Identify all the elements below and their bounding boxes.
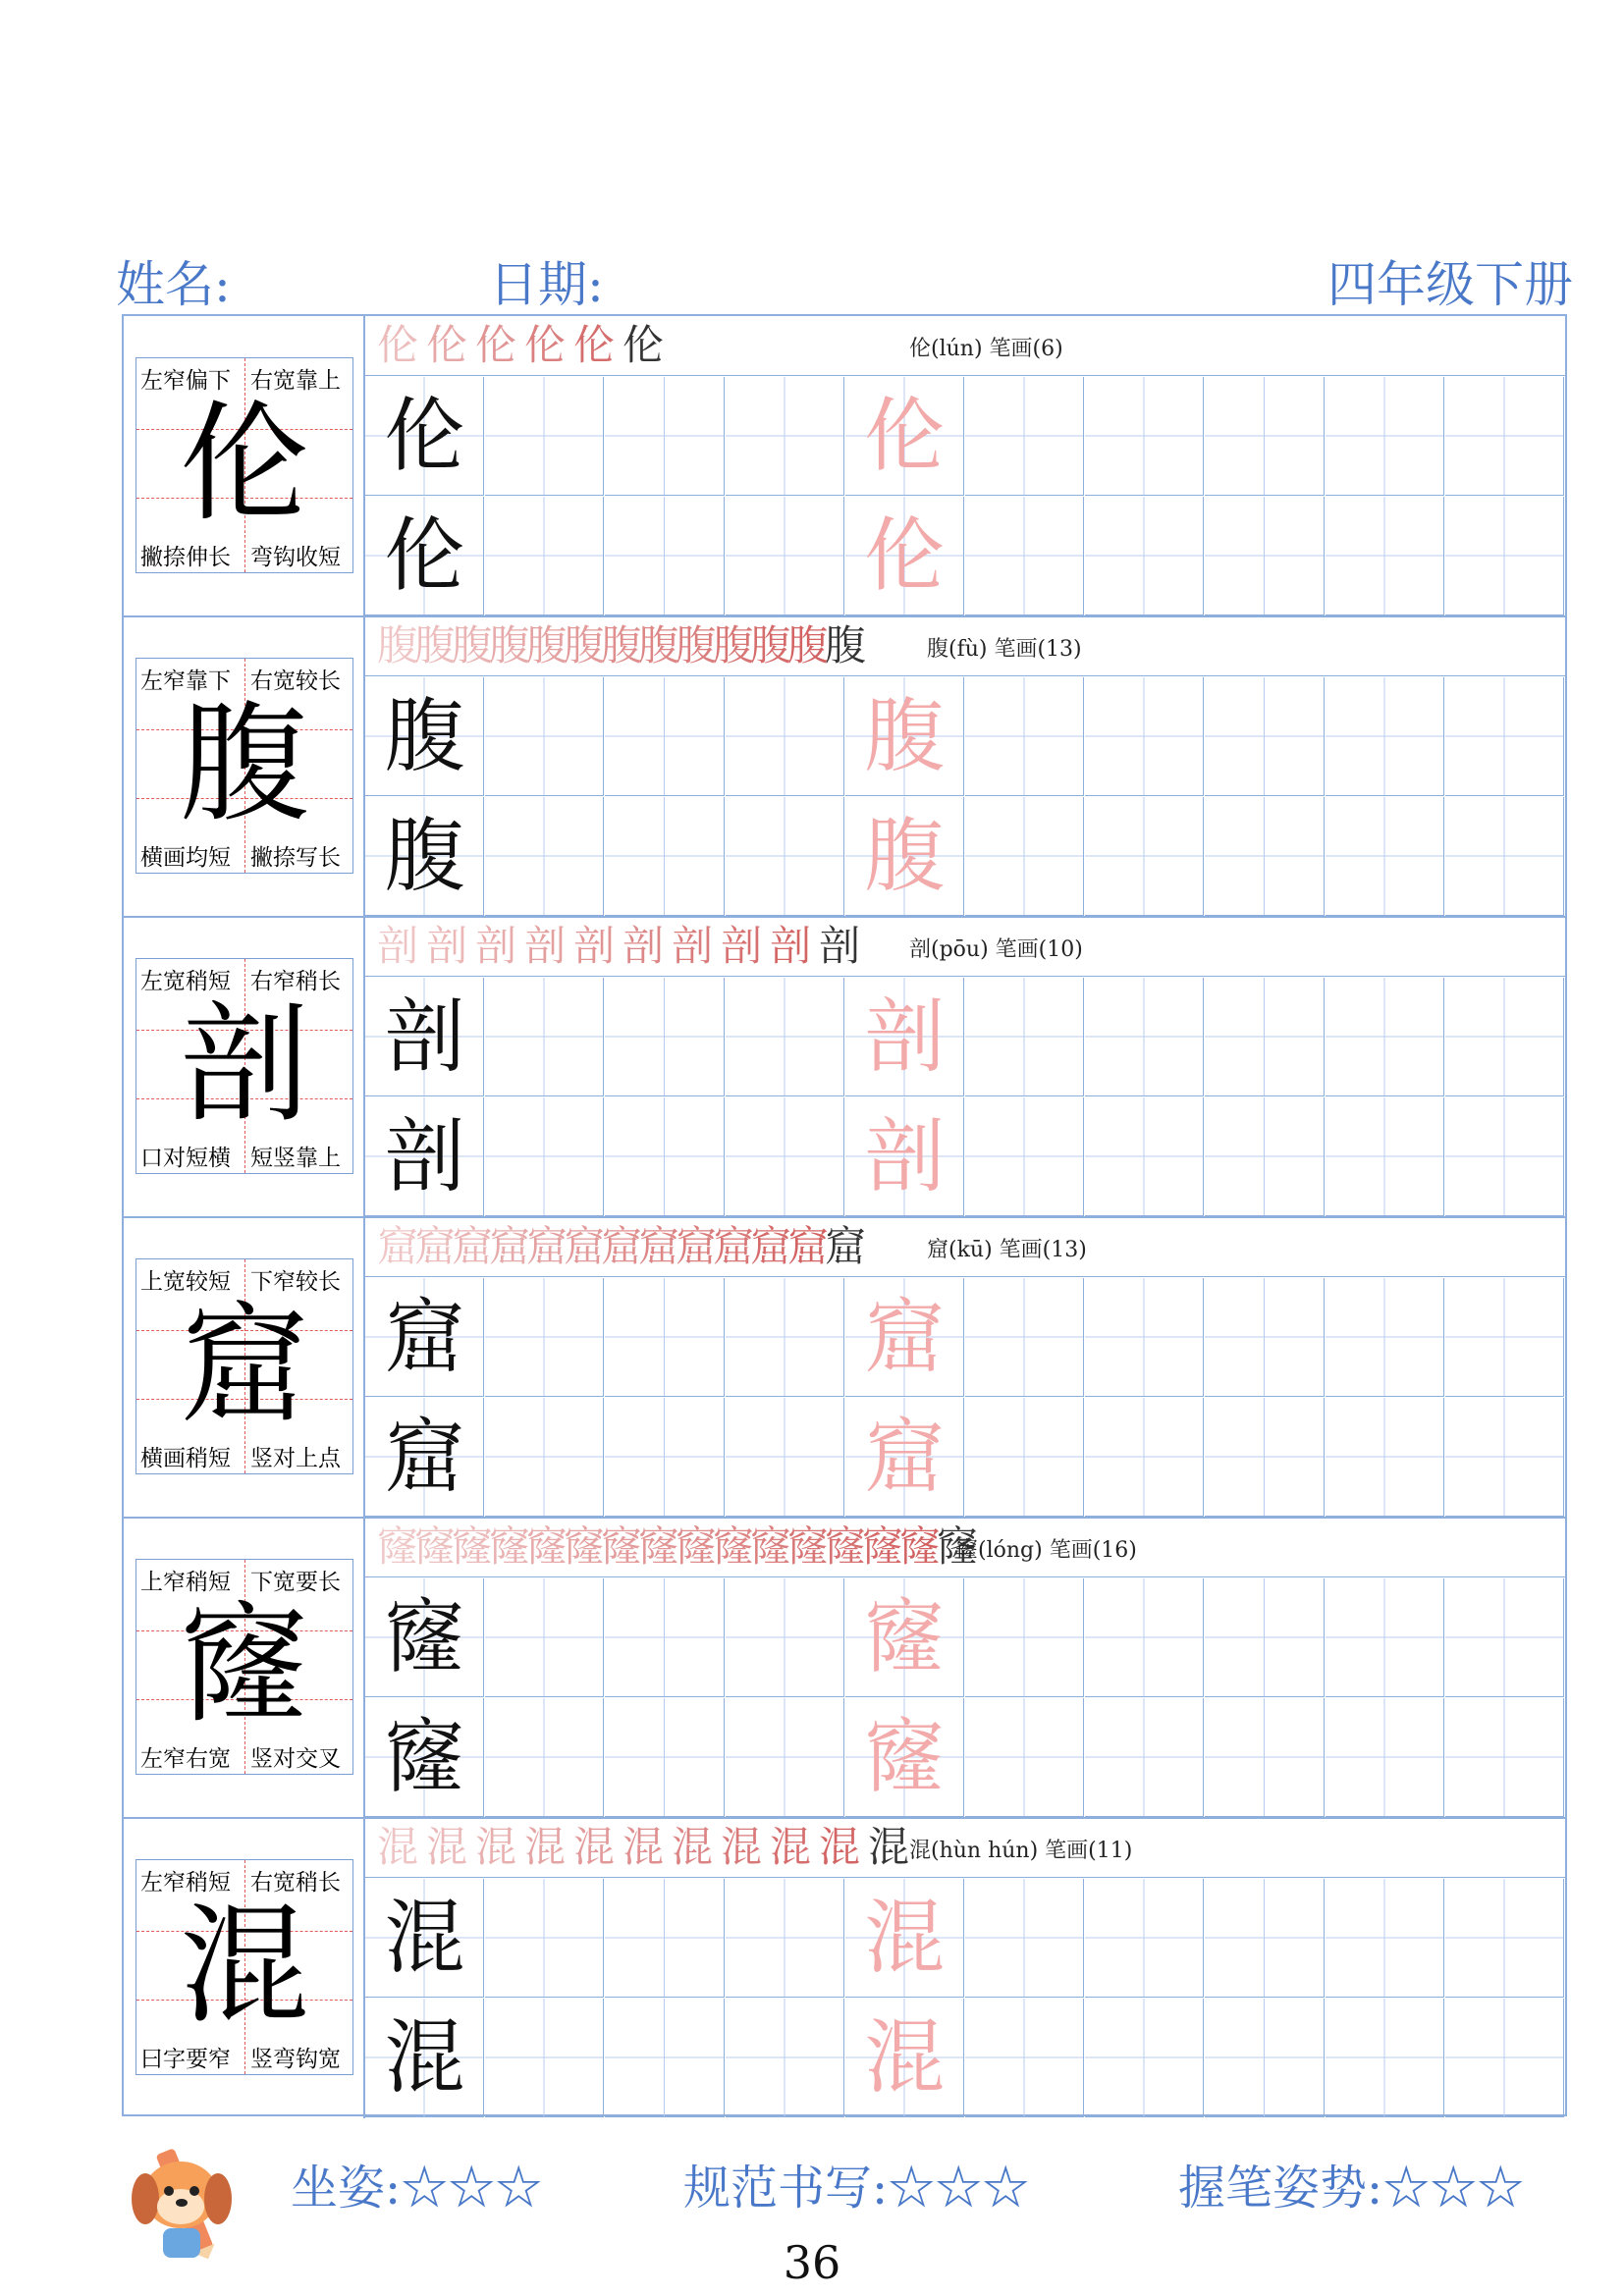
stroke-step: 剖 bbox=[819, 922, 861, 970]
example-character: 腹 bbox=[384, 810, 465, 903]
practice-cell[interactable] bbox=[485, 1278, 604, 1397]
char-info: 窿(lóng) 笔画(16) bbox=[956, 1538, 1137, 1563]
practice-cell[interactable] bbox=[605, 1097, 724, 1216]
practice-cell[interactable] bbox=[965, 1097, 1084, 1216]
char-info: 混(hùn hún) 笔画(11) bbox=[909, 1839, 1133, 1863]
stroke-step: 混 bbox=[623, 1823, 665, 1871]
practice-cell[interactable] bbox=[1445, 797, 1564, 916]
practice-cell[interactable] bbox=[1326, 1999, 1444, 2117]
practice-cell[interactable] bbox=[845, 1698, 964, 1817]
practice-cell[interactable] bbox=[726, 1999, 844, 2117]
practice-cell[interactable] bbox=[965, 978, 1084, 1096]
practice-cell[interactable] bbox=[365, 1398, 484, 1517]
char-info: 伦(lún) 笔画(6) bbox=[909, 337, 1063, 361]
practice-cell[interactable] bbox=[1445, 1398, 1564, 1517]
structure-tip: 撇捺伸长 bbox=[140, 545, 231, 570]
practice-cell[interactable] bbox=[485, 497, 604, 615]
stroke-step: 窿 bbox=[787, 1522, 830, 1571]
stroke-step: 剖 bbox=[721, 922, 763, 970]
stroke-step: 剖 bbox=[672, 922, 714, 970]
practice-cell[interactable] bbox=[965, 1398, 1084, 1517]
stroke-step: 窿 bbox=[601, 1522, 643, 1571]
model-character: 混 bbox=[180, 1891, 309, 2042]
practice-cell[interactable] bbox=[605, 1999, 724, 2117]
practice-cell[interactable] bbox=[1326, 1578, 1444, 1697]
practice-cell[interactable] bbox=[726, 1578, 844, 1697]
char-block bbox=[124, 1818, 1565, 2118]
practice-cell[interactable] bbox=[1445, 497, 1564, 615]
practice-cell[interactable] bbox=[845, 497, 964, 615]
footer-sit bbox=[291, 2150, 542, 2217]
stroke-step: 窿 bbox=[489, 1522, 531, 1571]
practice-grid bbox=[365, 1879, 1565, 2118]
stroke-step: 伦 bbox=[623, 321, 665, 369]
practice-cell[interactable] bbox=[485, 1879, 604, 1998]
model-character: 窟 bbox=[180, 1290, 309, 1441]
stroke-step: 腹 bbox=[452, 621, 494, 669]
trace-character: 腹 bbox=[864, 810, 946, 903]
practice-cell[interactable] bbox=[845, 1999, 964, 2117]
char-block bbox=[124, 316, 1565, 616]
practice-cell[interactable] bbox=[485, 1999, 604, 2117]
structure-tip: 下窄较长 bbox=[250, 1269, 341, 1295]
example-character: 窟 bbox=[384, 1411, 465, 1504]
stroke-step: 窿 bbox=[676, 1522, 718, 1571]
header-name-label: 姓名: bbox=[116, 256, 231, 313]
practice-cell[interactable] bbox=[1445, 978, 1564, 1096]
stroke-step: 混 bbox=[426, 1823, 468, 1871]
example-character: 窿 bbox=[384, 1711, 465, 1804]
practice-cell[interactable] bbox=[365, 1879, 484, 1998]
practice-cell[interactable] bbox=[605, 377, 724, 496]
model-card bbox=[135, 958, 353, 1174]
stroke-step: 剖 bbox=[475, 922, 517, 970]
practice-cell[interactable] bbox=[605, 1578, 724, 1697]
char-info: 腹(fù) 笔画(13) bbox=[927, 637, 1082, 662]
stroke-step: 窟 bbox=[489, 1222, 531, 1270]
stroke-step: 混 bbox=[672, 1823, 714, 1871]
stroke-step: 伦 bbox=[426, 321, 468, 369]
practice-cell[interactable] bbox=[1445, 1999, 1564, 2117]
stroke-step: 窟 bbox=[564, 1222, 606, 1270]
practice-cell[interactable] bbox=[1205, 1578, 1324, 1697]
example-character: 伦 bbox=[384, 509, 465, 603]
practice-cell[interactable] bbox=[1326, 497, 1444, 615]
practice-cell[interactable] bbox=[605, 677, 724, 796]
trace-character: 窟 bbox=[864, 1291, 946, 1384]
practice-cell[interactable] bbox=[726, 1879, 844, 1998]
stroke-step: 腹 bbox=[564, 621, 606, 669]
practice-cell[interactable] bbox=[1326, 1097, 1444, 1216]
practice-cell[interactable] bbox=[1085, 1278, 1204, 1397]
structure-tip: 左窄偏下 bbox=[140, 368, 231, 394]
stroke-step: 伦 bbox=[524, 321, 567, 369]
header-date-label: 日期: bbox=[489, 256, 604, 313]
char-block bbox=[124, 1217, 1565, 1518]
structure-tip: 下宽要长 bbox=[250, 1570, 341, 1595]
practice-cell[interactable] bbox=[726, 797, 844, 916]
practice-cell[interactable] bbox=[1085, 797, 1204, 916]
stroke-step: 窿 bbox=[452, 1522, 494, 1571]
practice-cell[interactable] bbox=[1445, 377, 1564, 496]
header-grade: 四年级下册 bbox=[1327, 256, 1573, 313]
stroke-step: 混 bbox=[819, 1823, 861, 1871]
practice-cell[interactable] bbox=[1326, 1278, 1444, 1397]
practice-cell[interactable] bbox=[1205, 497, 1324, 615]
stroke-step: 窟 bbox=[414, 1222, 457, 1270]
practice-cell[interactable] bbox=[1085, 1578, 1204, 1697]
practice-cell[interactable] bbox=[1085, 677, 1204, 796]
stroke-step: 腹 bbox=[713, 621, 755, 669]
trace-character: 伦 bbox=[864, 390, 946, 483]
stroke-step: 窟 bbox=[452, 1222, 494, 1270]
stroke-order-row bbox=[365, 917, 1565, 977]
stroke-step: 窟 bbox=[526, 1222, 568, 1270]
practice-cell[interactable] bbox=[845, 1578, 964, 1697]
practice-cell[interactable] bbox=[365, 1578, 484, 1697]
write-label: 规范书写: bbox=[683, 2161, 889, 2216]
practice-cell[interactable] bbox=[726, 1698, 844, 1817]
practice-cell[interactable] bbox=[965, 1698, 1084, 1817]
stroke-step: 混 bbox=[573, 1823, 616, 1871]
char-info: 剖(pōu) 笔画(10) bbox=[909, 937, 1083, 962]
trace-character: 窟 bbox=[864, 1411, 946, 1504]
practice-cell[interactable] bbox=[1326, 1879, 1444, 1998]
trace-character: 混 bbox=[864, 1892, 946, 1985]
structure-tip: 右宽较长 bbox=[250, 668, 341, 694]
practice-cell[interactable] bbox=[1445, 677, 1564, 796]
example-character: 混 bbox=[384, 1892, 465, 1985]
structure-tip: 右宽稍长 bbox=[250, 1870, 341, 1896]
stroke-step: 腹 bbox=[414, 621, 457, 669]
practice-cell[interactable] bbox=[605, 1398, 724, 1517]
example-character: 伦 bbox=[384, 390, 465, 483]
char-block bbox=[124, 1518, 1565, 1818]
model-card bbox=[135, 1258, 353, 1474]
stroke-step: 窿 bbox=[377, 1522, 419, 1571]
stroke-step: 窿 bbox=[750, 1522, 792, 1571]
model-card bbox=[135, 658, 353, 874]
stroke-step: 剖 bbox=[524, 922, 567, 970]
structure-tip: 曰字要窄 bbox=[140, 2047, 231, 2072]
stroke-step: 窟 bbox=[750, 1222, 792, 1270]
pen-label: 握笔姿势: bbox=[1178, 2161, 1383, 2216]
stroke-step: 窟 bbox=[713, 1222, 755, 1270]
practice-cell[interactable] bbox=[1205, 377, 1324, 496]
trace-character: 剖 bbox=[864, 1110, 946, 1203]
practice-cell[interactable] bbox=[1205, 978, 1324, 1096]
stroke-step: 窿 bbox=[713, 1522, 755, 1571]
structure-tip: 短竖靠上 bbox=[250, 1146, 341, 1171]
model-character: 腹 bbox=[180, 689, 309, 840]
stroke-step: 窿 bbox=[862, 1522, 904, 1571]
practice-cell[interactable] bbox=[1085, 978, 1204, 1096]
model-card bbox=[135, 1559, 353, 1775]
stroke-order-row bbox=[365, 316, 1565, 376]
practice-cell[interactable] bbox=[845, 978, 964, 1096]
stroke-step: 腹 bbox=[601, 621, 643, 669]
practice-cell[interactable] bbox=[1205, 1698, 1324, 1817]
practice-cell[interactable] bbox=[1085, 377, 1204, 496]
practice-cell[interactable] bbox=[1085, 1999, 1204, 2117]
practice-cell[interactable] bbox=[965, 1999, 1084, 2117]
practice-cell[interactable] bbox=[726, 677, 844, 796]
stroke-step: 腹 bbox=[489, 621, 531, 669]
trace-character: 混 bbox=[864, 2011, 946, 2105]
structure-tip: 上窄稍短 bbox=[140, 1570, 231, 1595]
practice-cell[interactable] bbox=[365, 1999, 484, 2117]
example-character: 剖 bbox=[384, 990, 465, 1084]
practice-cell[interactable] bbox=[845, 1879, 964, 1998]
stroke-step: 窿 bbox=[564, 1522, 606, 1571]
practice-cell[interactable] bbox=[1205, 1879, 1324, 1998]
trace-character: 伦 bbox=[864, 509, 946, 603]
practice-cell[interactable] bbox=[845, 377, 964, 496]
structure-tip: 撇捺写长 bbox=[250, 845, 341, 871]
practice-cell[interactable] bbox=[365, 1097, 484, 1216]
practice-cell[interactable] bbox=[1085, 1097, 1204, 1216]
practice-cell[interactable] bbox=[1205, 797, 1324, 916]
stroke-step: 伦 bbox=[573, 321, 616, 369]
stroke-step: 窟 bbox=[638, 1222, 680, 1270]
stroke-step: 混 bbox=[721, 1823, 763, 1871]
structure-tip: 横画均短 bbox=[140, 845, 231, 871]
practice-cell[interactable] bbox=[1085, 1698, 1204, 1817]
practice-cell[interactable] bbox=[1326, 677, 1444, 796]
practice-cell[interactable] bbox=[726, 497, 844, 615]
model-character: 伦 bbox=[180, 389, 309, 540]
practice-cell[interactable] bbox=[1445, 1278, 1564, 1397]
practice-cell[interactable] bbox=[605, 978, 724, 1096]
practice-cell[interactable] bbox=[605, 497, 724, 615]
stroke-step: 混 bbox=[868, 1823, 910, 1871]
model-character: 剖 bbox=[180, 989, 309, 1141]
stroke-step: 剖 bbox=[573, 922, 616, 970]
practice-cell[interactable] bbox=[365, 497, 484, 615]
stroke-step: 混 bbox=[770, 1823, 812, 1871]
stroke-step: 腹 bbox=[377, 621, 419, 669]
practice-cell[interactable] bbox=[1205, 1999, 1324, 2117]
practice-cell[interactable] bbox=[965, 377, 1084, 496]
trace-character: 腹 bbox=[864, 690, 946, 783]
stroke-step: 窿 bbox=[937, 1522, 979, 1571]
stroke-step: 混 bbox=[475, 1823, 517, 1871]
practice-cell[interactable] bbox=[726, 978, 844, 1096]
practice-cell[interactable] bbox=[365, 1698, 484, 1817]
practice-cell[interactable] bbox=[605, 1278, 724, 1397]
stroke-step: 窟 bbox=[825, 1222, 867, 1270]
practice-cell[interactable] bbox=[845, 677, 964, 796]
trace-character: 剖 bbox=[864, 990, 946, 1084]
practice-cell[interactable] bbox=[1085, 1879, 1204, 1998]
practice-cell[interactable] bbox=[965, 1879, 1084, 1998]
practice-cell[interactable] bbox=[965, 677, 1084, 796]
practice-cell[interactable] bbox=[1326, 797, 1444, 916]
practice-cell[interactable] bbox=[1445, 1578, 1564, 1697]
practice-cell[interactable] bbox=[485, 1698, 604, 1817]
practice-cell[interactable] bbox=[726, 1398, 844, 1517]
practice-cell[interactable] bbox=[605, 797, 724, 916]
practice-cell[interactable] bbox=[365, 377, 484, 496]
pen-stars: ☆☆☆ bbox=[1382, 2161, 1525, 2216]
practice-cell[interactable] bbox=[605, 1879, 724, 1998]
practice-cell[interactable] bbox=[365, 677, 484, 796]
practice-cell[interactable] bbox=[965, 1278, 1084, 1397]
practice-cell[interactable] bbox=[965, 497, 1084, 615]
practice-cell[interactable] bbox=[726, 377, 844, 496]
char-block bbox=[124, 616, 1565, 917]
stroke-step: 腹 bbox=[825, 621, 867, 669]
model-character: 窿 bbox=[180, 1590, 309, 1741]
model-card bbox=[135, 357, 353, 573]
structure-tip: 弯钩收短 bbox=[250, 545, 341, 570]
model-card bbox=[135, 1859, 353, 2075]
practice-cell[interactable] bbox=[485, 677, 604, 796]
structure-tip: 左宽稍短 bbox=[140, 969, 231, 994]
practice-cell[interactable] bbox=[845, 1398, 964, 1517]
stroke-order-row bbox=[365, 1217, 1565, 1277]
stroke-order-row bbox=[365, 616, 1565, 676]
stroke-step: 窟 bbox=[676, 1222, 718, 1270]
practice-grid bbox=[365, 677, 1565, 917]
stroke-step: 伦 bbox=[475, 321, 517, 369]
structure-tip: 上宽较短 bbox=[140, 1269, 231, 1295]
stroke-step: 混 bbox=[377, 1823, 419, 1871]
structure-tip: 竖弯钩宽 bbox=[250, 2047, 341, 2072]
structure-tip: 右窄稍长 bbox=[250, 969, 341, 994]
practice-cell[interactable] bbox=[965, 797, 1084, 916]
example-character: 腹 bbox=[384, 690, 465, 783]
practice-cell[interactable] bbox=[485, 797, 604, 916]
practice-cell[interactable] bbox=[605, 1698, 724, 1817]
example-character: 窟 bbox=[384, 1291, 465, 1384]
stroke-order-row bbox=[365, 1518, 1565, 1577]
structure-tip: 右宽靠上 bbox=[250, 368, 341, 394]
sit-stars: ☆☆☆ bbox=[401, 2161, 543, 2216]
practice-cell[interactable] bbox=[1205, 1278, 1324, 1397]
trace-character: 窿 bbox=[864, 1711, 946, 1804]
stroke-step: 腹 bbox=[638, 621, 680, 669]
practice-grid bbox=[365, 1278, 1565, 1518]
practice-cell[interactable] bbox=[485, 978, 604, 1096]
structure-tip: 左窄右宽 bbox=[140, 1746, 231, 1772]
practice-cell[interactable] bbox=[1205, 1097, 1324, 1216]
stroke-step: 窟 bbox=[787, 1222, 830, 1270]
practice-cell[interactable] bbox=[485, 1398, 604, 1517]
practice-grid bbox=[365, 1578, 1565, 1818]
practice-grid bbox=[365, 377, 1565, 616]
sit-label: 坐姿: bbox=[291, 2161, 402, 2216]
stroke-step: 腹 bbox=[526, 621, 568, 669]
practice-cell[interactable] bbox=[1326, 1398, 1444, 1517]
stroke-step: 剖 bbox=[426, 922, 468, 970]
stroke-step: 混 bbox=[524, 1823, 567, 1871]
char-block bbox=[124, 917, 1565, 1217]
char-info: 窟(kū) 笔画(13) bbox=[927, 1238, 1087, 1262]
structure-tip: 竖对上点 bbox=[250, 1446, 341, 1471]
stroke-step: 窿 bbox=[414, 1522, 457, 1571]
stroke-step: 窿 bbox=[825, 1522, 867, 1571]
page-number: 36 bbox=[783, 2236, 841, 2289]
stroke-step: 剖 bbox=[377, 922, 419, 970]
stroke-step: 窿 bbox=[526, 1522, 568, 1571]
practice-cell[interactable] bbox=[845, 1278, 964, 1397]
practice-cell[interactable] bbox=[1085, 1398, 1204, 1517]
practice-cell[interactable] bbox=[485, 1578, 604, 1697]
practice-cell[interactable] bbox=[485, 377, 604, 496]
stroke-order-row bbox=[365, 1818, 1565, 1878]
stroke-step: 腹 bbox=[676, 621, 718, 669]
practice-grid bbox=[365, 978, 1565, 1217]
footer-pen bbox=[1178, 2150, 1524, 2217]
practice-cell[interactable] bbox=[845, 1097, 964, 1216]
stroke-step: 伦 bbox=[377, 321, 419, 369]
stroke-step: 腹 bbox=[750, 621, 792, 669]
structure-tip: 左窄稍短 bbox=[140, 1870, 231, 1896]
structure-tip: 竖对交叉 bbox=[250, 1746, 341, 1772]
practice-cell[interactable] bbox=[1445, 1097, 1564, 1216]
practice-cell[interactable] bbox=[485, 1097, 604, 1216]
trace-character: 窿 bbox=[864, 1591, 946, 1684]
stroke-step: 窟 bbox=[377, 1222, 419, 1270]
practice-cell[interactable] bbox=[1205, 1398, 1324, 1517]
practice-cell[interactable] bbox=[726, 1278, 844, 1397]
practice-cell[interactable] bbox=[365, 978, 484, 1096]
footer-write bbox=[683, 2150, 1029, 2217]
practice-cell[interactable] bbox=[1205, 677, 1324, 796]
practice-cell[interactable] bbox=[365, 797, 484, 916]
stroke-step: 剖 bbox=[770, 922, 812, 970]
structure-tip: 横画稍短 bbox=[140, 1446, 231, 1471]
practice-cell[interactable] bbox=[1445, 1879, 1564, 1998]
practice-cell[interactable] bbox=[1326, 978, 1444, 1096]
practice-sheet bbox=[122, 314, 1567, 2116]
practice-cell[interactable] bbox=[965, 1578, 1084, 1697]
stroke-step: 窿 bbox=[899, 1522, 942, 1571]
practice-cell[interactable] bbox=[1326, 377, 1444, 496]
stroke-step: 窿 bbox=[638, 1522, 680, 1571]
stroke-step: 窟 bbox=[601, 1222, 643, 1270]
structure-tip: 左窄靠下 bbox=[140, 668, 231, 694]
practice-cell[interactable] bbox=[1085, 497, 1204, 615]
practice-cell[interactable] bbox=[845, 797, 964, 916]
structure-tip: 口对短横 bbox=[140, 1146, 231, 1171]
practice-cell[interactable] bbox=[365, 1278, 484, 1397]
example-character: 窿 bbox=[384, 1591, 465, 1684]
example-character: 剖 bbox=[384, 1110, 465, 1203]
example-character: 混 bbox=[384, 2011, 465, 2105]
practice-cell[interactable] bbox=[1326, 1698, 1444, 1817]
stroke-step: 腹 bbox=[787, 621, 830, 669]
practice-cell[interactable] bbox=[1445, 1698, 1564, 1817]
stroke-step: 剖 bbox=[623, 922, 665, 970]
practice-cell[interactable] bbox=[726, 1097, 844, 1216]
write-stars: ☆☆☆ bbox=[888, 2161, 1030, 2216]
